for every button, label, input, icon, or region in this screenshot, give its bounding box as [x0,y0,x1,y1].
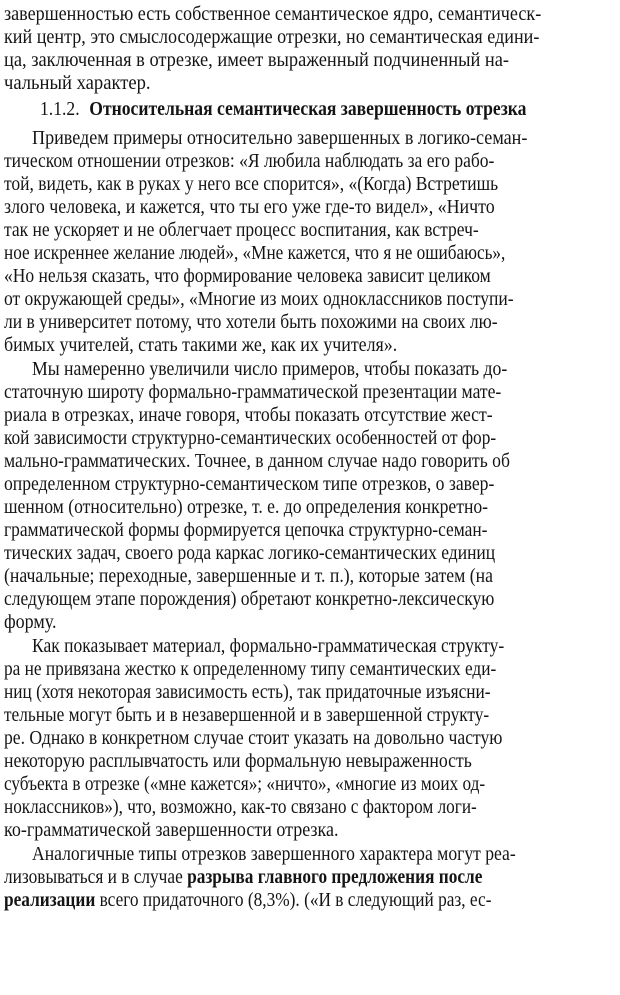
text-line: от окружающей среды», «Многие из моих одноклассников поступи- [4,288,514,310]
text-line: статочную широту формально-грамматической презентации мате- [4,381,502,403]
text-line: той, видеть, как в руках у него все спорится», «(Когда) Встретишь [4,173,499,195]
text-line: Приведем примеры относительно завершенных в логико-семан- [32,127,528,149]
text-line: тельные могут быть и в незавершенной и в завершенной структу- [4,704,490,726]
text-line: ре. Однако в конкретном случае стоит указать на довольно частую [4,727,503,749]
text-line: ца, заключенная в отрезке, имеет выраженный подчиненный на- [4,49,510,71]
text-line: субъекта в отрезке («мне кажется»; «ничто», «многие из моих од- [4,773,486,795]
text-line: форму. [4,611,57,633]
text-line: завершенностью есть собственное семантическое ядро, семантическ- [4,3,542,25]
text-line: кой зависимости структурно-семантических особенностей от фор- [4,427,497,449]
text-line: ра не привязана жестко к определенному типу семантических еди- [4,658,497,680]
emphasis-text: реализации [4,889,96,911]
text-line: (начальные; переходные, завершенные и т. п.), которые затем (на [4,565,494,587]
text-line: злого человека, и кажется, что ты его уже где-то видел», «Ничто [4,196,495,218]
text-line: бимых учителей, стать такими же, как их учителя». [4,334,398,356]
text-line: определенном структурно-семантическом типе отрезков, о завер- [4,473,495,495]
text-line: Как показывает материал, формально-грамматическая структу- [32,635,505,657]
text-line: ноклассников»), что, возможно, как-то связано с фактором логи- [4,796,477,818]
section-heading [40,96,526,122]
text-line: Аналогичные типы отрезков завершенного характера могут реа- [32,843,516,865]
text-fragment: лизовываться и в случае [4,866,188,888]
text-line: ное искреннее желание людей», «Мне кажется, что я не ошибаюсь», [4,242,506,264]
text-line: следующем этапе порождения) обретают конкретно-лексическую [4,588,495,610]
text-line: тических задач, своего рода каркас логико-семантических единиц [4,542,496,564]
section-title: Относительная семантическая завершенность отрезка [89,98,527,120]
text-line: ли в университет потому, что хотели быть похожими на своих лю- [4,311,498,333]
section-number: 1.1.2. [40,98,80,120]
emphasis-text: разрыва главного предложения после [187,866,483,888]
text-line: Мы намеренно увеличили число примеров, чтобы показать до- [32,358,508,380]
text-line [4,887,491,913]
text-line: некоторую расплывчатость или формальную невыраженность [4,750,472,772]
text-line: так не ускоряет и не облегчает процесс воспитания, как встреч- [4,219,479,241]
text-line: грамматической формы формируется цепочка структурно-семан- [4,519,488,541]
text-fragment: всего придаточного (8,3%). («И в следующий раз, ес- [95,889,492,911]
text-line: ко-грамматической завершенности отрезка. [4,819,339,841]
text-line: ниц (хотя некоторая зависимость есть), так придаточные изъясни- [4,681,491,703]
text-line: шенном (относительно) отрезке, т. е. до определения конкретно- [4,496,489,518]
text-line: кий центр, это смыслосодержащие отрезки, но семантическая едини- [4,26,540,48]
text-line: «Но нельзя сказать, что формирование человека зависит целиком [4,265,491,287]
text-line: мально-грамматических. Точнее, в данном случае надо говорить об [4,450,510,472]
text-line: риала в отрезках, иначе говоря, чтобы показать отсутствие жест- [4,404,493,426]
text-line: чальный характер. [4,72,151,94]
text-line: тическом отношении отрезков: «Я любила наблюдать за его рабо- [4,150,495,172]
